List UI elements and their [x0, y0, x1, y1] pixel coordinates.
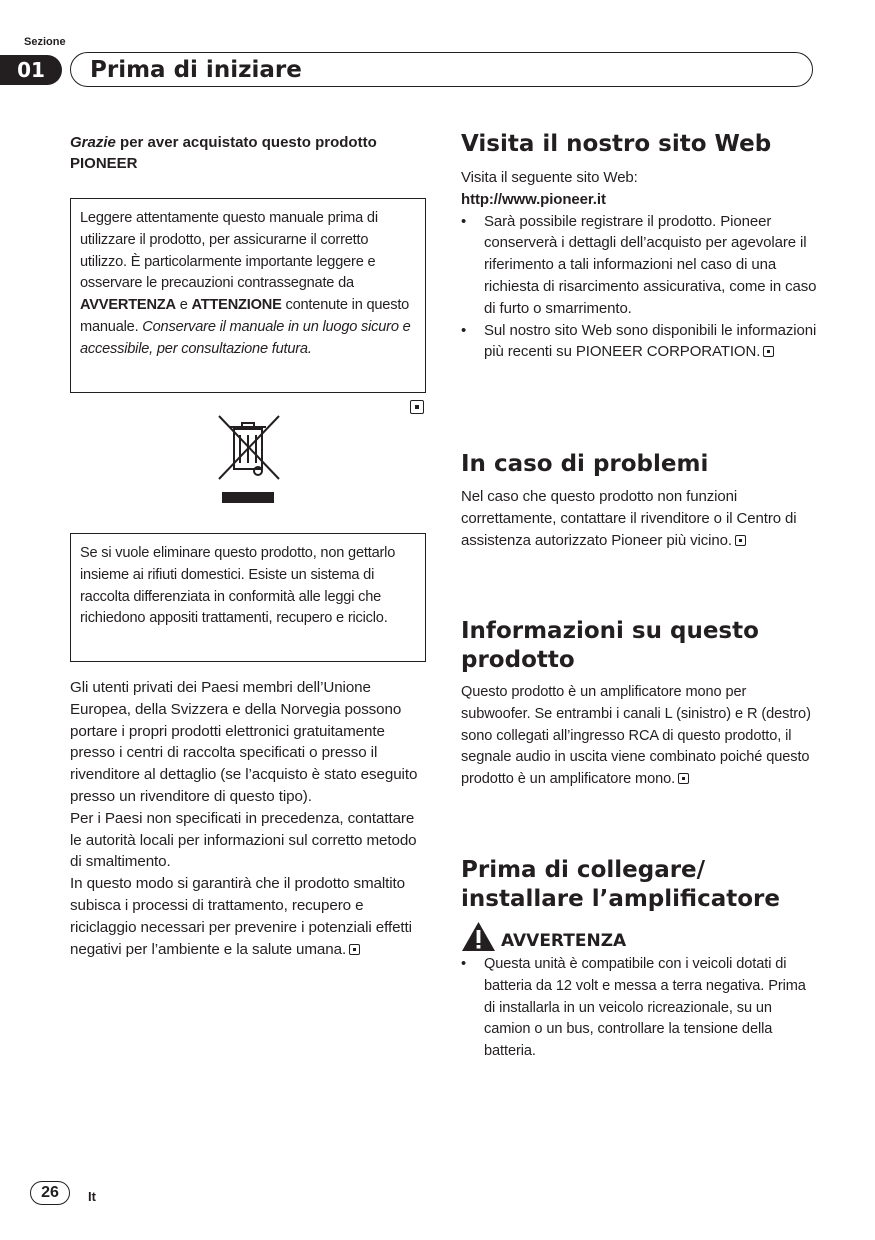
notice-text-3: contenute in questo manuale.	[80, 297, 410, 335]
problems-text-body: Nel caso che questo prodotto non funzioni correttamente, contattare il rivenditore o il Centro di assistenza autorizzato Pioneer più vicino.	[461, 488, 797, 549]
list-item	[461, 954, 817, 1063]
disposal-box-text: Se si vuole eliminare questo prodotto, non gettarlo insieme ai rifiuti domestici. Esiste un sistema di raccolta differenziata in conformità alle leggi che richiedono appositi trattamenti, recupero e riciclo.	[80, 545, 396, 627]
website-bullets	[461, 211, 817, 364]
thanks-heading	[70, 132, 426, 174]
product-info-body: Questo prodotto è un amplificatore mono per subwoofer. Se entrambi i canali L (sinistro) e R (destro) sono collegati all’ingresso RCA di questo prodotto, il segnale audio in uscita viene combinato poiché questo prodotto è un amplificatore mono.	[461, 684, 811, 788]
list-item	[461, 211, 817, 320]
end-mark-icon	[410, 400, 424, 414]
section-label: Sezione	[24, 36, 66, 48]
website-intro: Visita il seguente sito Web:	[461, 169, 638, 186]
end-mark-icon	[678, 773, 689, 784]
problems-text	[461, 486, 817, 551]
disposal-paragraphs	[70, 677, 426, 960]
list-item-text: Sarà possibile registrare il prodotto. Pioneer conserverà i dettagli dell’acquisto per agevolare il riferimento a tali informazioni nel caso di una richiesta di risarcimento assicurativa, come in caso di furto o smarrimento.	[484, 212, 817, 317]
list-item-text: Sul nostro sito Web sono disponibili le informazioni più recenti su PIONEER CORPORATION.	[484, 321, 817, 361]
paragraph: Per i Paesi non specificati in precedenza, contattare le autorità locali per informazioni sul corretto metodo di smaltimento.	[70, 809, 417, 871]
section-title: Prima di iniziare	[90, 57, 302, 83]
list-item	[461, 320, 817, 364]
notice-avvertenza: AVVERTENZA	[80, 297, 176, 314]
website-heading: Visita il nostro sito Web	[461, 131, 772, 157]
thanks-rest: per aver acquistato questo prodotto PIONEER	[70, 134, 377, 172]
before-connect-heading: Prima di collegare/ installare l’amplificatore	[461, 857, 780, 912]
notice-attenzione: ATTENZIONE	[191, 297, 282, 314]
language-code: It	[88, 1189, 96, 1204]
crossed-out-wheeled-bin-icon	[216, 413, 282, 505]
product-info-section	[461, 617, 817, 791]
notice-italic: Conservare il manuale in un luogo sicuro e accessibile, per consultazione futura.	[80, 318, 411, 357]
website-section	[461, 130, 817, 363]
notice-text-1: Leggere attentamente questo manuale prima di utilizzare il prodotto, per assicurarne il corretto utilizzo. È particolarmente importante leggere e osservare le precauzioni contrassegnate da	[80, 210, 378, 292]
end-mark-icon	[735, 535, 746, 546]
paragraph: Gli utenti privati dei Paesi membri dell’Unione Europea, della Svizzera e della Norvegia possono portare i propri prodotti elettronici gratuitamente presso i centri di raccolta specificati o presso il rivenditore al dettaglio (se l’acquisto è stato eseguito presso un rivenditore di questo tipo).	[70, 679, 418, 805]
website-url: http://www.pioneer.it	[461, 190, 606, 208]
notice-text-2: e	[175, 297, 192, 314]
paragraph	[70, 873, 426, 960]
paragraph-text: In questo modo si garantirà che il prodotto smaltito subisca i processi di trattamento, recupero e riciclaggio necessari per prevenire i potenziali effetti negativi per l’ambiente e la salute umana.	[70, 875, 412, 958]
before-connect-section	[461, 856, 817, 914]
end-mark-icon	[763, 346, 774, 357]
warning-bullets	[461, 954, 817, 1063]
product-info-heading: Informazioni su questo prodotto	[461, 618, 759, 673]
end-mark-icon	[349, 944, 360, 955]
problems-section	[461, 450, 817, 551]
warning-label: AVVERTENZA	[501, 931, 627, 951]
page-number: 26	[30, 1181, 70, 1205]
section-number-tab: 01	[0, 55, 62, 85]
manual-notice-text	[80, 208, 416, 361]
problems-heading: In caso di problemi	[461, 451, 709, 477]
warning-triangle-icon	[461, 921, 496, 952]
thanks-italic: Grazie	[70, 134, 116, 151]
list-item-text: Questa unità è compatibile con i veicoli dotati di batteria da 12 volt e messa a terra negativa. Prima di installarla in un veicolo ricreazionale, su un camion o un bus, controllare la tensione della batteria.	[484, 956, 806, 1060]
product-info-text	[461, 682, 817, 791]
